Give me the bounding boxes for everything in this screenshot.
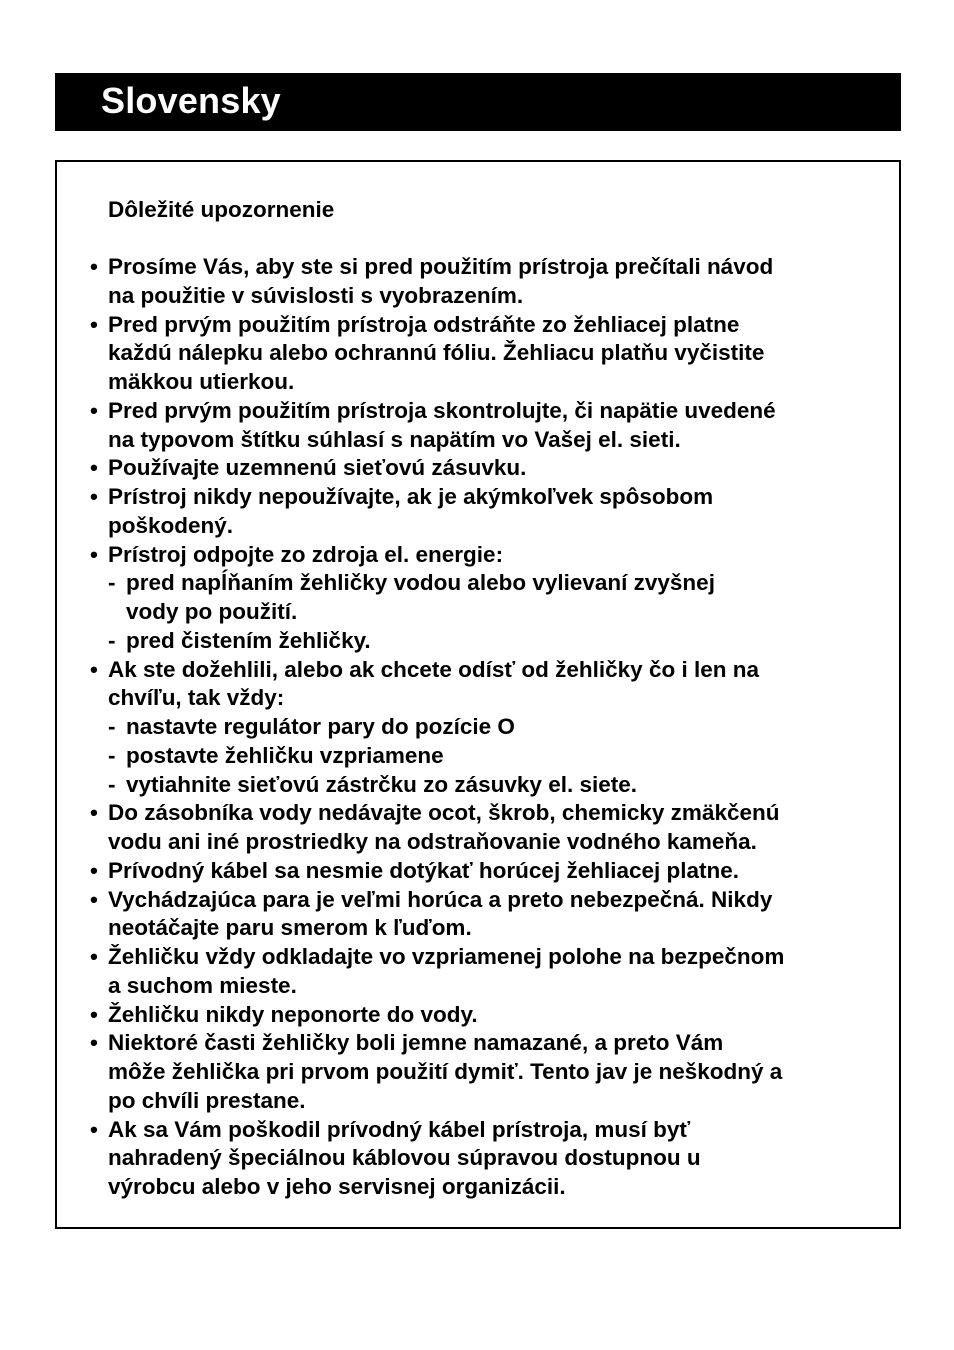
notice-subitem-text-line: vytiahnite sieťovú zástrčku zo zásuvky el. siete. xyxy=(126,771,637,797)
language-header-bar xyxy=(55,73,901,131)
notice-item-text-line: a suchom mieste. xyxy=(108,972,297,998)
important-notice-box xyxy=(55,160,901,1229)
notice-item-text-line: každú nálepku alebo ochrannú fóliu. Žehliacu platňu vyčistite xyxy=(108,340,765,366)
notice-list-item xyxy=(87,943,887,1001)
dash-marker: - xyxy=(108,742,116,768)
notice-list-item xyxy=(87,1029,887,1115)
notice-subitem-text-line: pred napĺňaním žehličky vodou alebo vylievaní zvyšnej xyxy=(126,570,715,596)
notice-list-item xyxy=(87,1001,887,1030)
dash-marker: - xyxy=(108,714,116,739)
notice-item-text-line: môže žehlička pri prvom použití dymiť. Tento jav je neškodný a xyxy=(108,1059,783,1084)
notice-item-text-line: chvíľu, tak vždy: xyxy=(108,685,285,711)
bullet-marker: • xyxy=(90,311,98,337)
notice-item-text-line: výrobcu alebo v jeho servisnej organizácii. xyxy=(108,1174,566,1199)
notice-list-item xyxy=(87,541,887,656)
notice-subitem xyxy=(108,627,887,656)
notice-item-text-line: po chvíli prestane. xyxy=(108,1087,306,1113)
notice-list-item xyxy=(87,454,887,483)
notice-item-text-line: Prístroj nikdy nepoužívajte, ak je akýmkoľvek spôsobom xyxy=(108,484,714,509)
language-title: Slovensky xyxy=(101,80,281,121)
notice-subitem-text-line: pred čistením žehličky. xyxy=(126,627,371,653)
notice-item-text-line: mäkkou utierkou. xyxy=(108,369,295,394)
notice-subitem-text-line: nastavte regulátor pary do pozície O xyxy=(126,714,515,739)
notice-item-text-line: Niektoré časti žehličky boli jemne namazané, a preto Vám xyxy=(108,1030,724,1056)
notice-item-text-line: Používajte uzemnenú sieťovú zásuvku. xyxy=(108,455,527,481)
bullet-marker: • xyxy=(90,455,98,481)
dash-marker: - xyxy=(108,627,116,653)
notice-item-text-line: Pred prvým použitím prístroja odstráňte zo žehliacej platne xyxy=(108,311,740,337)
bullet-marker: • xyxy=(90,1116,98,1142)
bullet-marker: • xyxy=(90,944,98,969)
notice-item-text-line: Žehličku vždy odkladajte vo vzpriamenej polohe na bezpečnom xyxy=(108,944,785,969)
notice-list xyxy=(87,253,887,1202)
dash-marker: - xyxy=(108,570,116,596)
bullet-marker: • xyxy=(90,656,98,682)
notice-subitem-text-line: vody po použití. xyxy=(126,599,298,624)
notice-item-text-line: Pred prvým použitím prístroja skontrolujte, či napätie uvedené xyxy=(108,397,776,423)
bullet-marker: • xyxy=(90,1030,98,1056)
notice-item-text-line: na použitie v súvislosti s vyobrazením. xyxy=(108,282,524,308)
notice-item-text-line: Žehličku nikdy neponorte do vody. xyxy=(108,1001,478,1027)
notice-item-text-line: Vychádzajúca para je veľmi horúca a preto nebezpečná. Nikdy xyxy=(108,886,773,912)
notice-subitem xyxy=(108,771,887,800)
notice-subitem xyxy=(108,569,887,627)
bullet-marker: • xyxy=(90,254,98,279)
notice-item-text-line: Prístroj odpojte zo zdroja el. energie: xyxy=(108,541,504,567)
notice-subitem xyxy=(108,713,887,742)
notice-list-item xyxy=(87,857,887,886)
bullet-marker: • xyxy=(90,800,98,826)
notice-item-text-line: neotáčajte paru smerom k ľuďom. xyxy=(108,915,472,941)
notice-item-text-line: Prívodný kábel sa nesmie dotýkať horúcej žehliacej platne. xyxy=(108,857,740,883)
notice-item-text-line: vodu ani iné prostriedky na odstraňovanie vodného kameňa. xyxy=(108,829,757,854)
notice-list-item xyxy=(87,483,887,541)
bullet-marker: • xyxy=(90,857,98,883)
dash-marker: - xyxy=(108,771,116,797)
notice-list-item xyxy=(87,799,887,857)
bullet-marker: • xyxy=(90,1001,98,1027)
bullet-marker: • xyxy=(90,886,98,912)
notice-item-text-line: Do zásobníka vody nedávajte ocot, škrob, chemicky zmäkčenú xyxy=(108,800,780,826)
notice-list-item xyxy=(87,656,887,800)
notice-list-item xyxy=(87,253,887,311)
bullet-marker: • xyxy=(90,541,98,567)
notice-list-item xyxy=(87,1116,887,1202)
notice-item-text-line: poškodený. xyxy=(108,512,234,538)
notice-subitem-text-line: postavte žehličku vzpriamene xyxy=(126,742,444,768)
notice-subitem xyxy=(108,742,887,771)
notice-item-text-line: nahradený špeciálnou káblovou súpravou dostupnou u xyxy=(108,1145,701,1171)
bullet-marker: • xyxy=(90,397,98,423)
notice-item-text-line: na typovom štítku súhlasí s napätím vo Vašej el. sieti. xyxy=(108,426,681,452)
notice-item-text-line: Ak sa Vám poškodil prívodný kábel prístroja, musí byť xyxy=(108,1116,691,1142)
notice-item-text-line: Ak ste dožehlili, alebo ak chcete odísť od žehličky čo i len na xyxy=(108,656,759,682)
notice-list-item xyxy=(87,886,887,944)
notice-list-item xyxy=(87,397,887,455)
notice-item-text-line: Prosíme Vás, aby ste si pred použitím prístroja prečítali návod xyxy=(108,254,774,279)
notice-list-item xyxy=(87,311,887,397)
notice-heading: Dôležité upozornenie xyxy=(108,197,335,222)
bullet-marker: • xyxy=(90,484,98,509)
